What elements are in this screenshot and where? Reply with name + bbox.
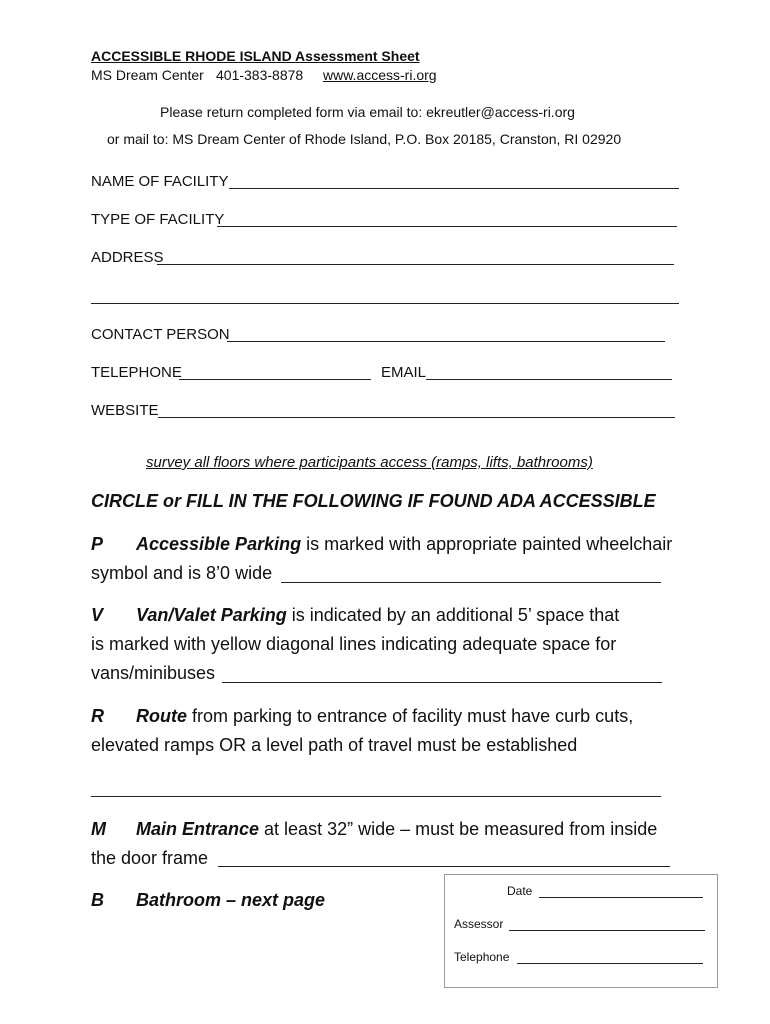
facility-name-label: NAME OF FACILITY: [91, 173, 229, 190]
date-label: Date: [507, 884, 533, 898]
address-field-line1[interactable]: [157, 264, 674, 265]
parking-width-field[interactable]: [281, 582, 661, 583]
website-label: WEBSITE: [91, 402, 159, 419]
item-p-line2: symbol and is 8’0 wide: [91, 563, 273, 583]
facility-type-label: TYPE OF FACILITY: [91, 211, 225, 228]
facility-name-field[interactable]: [229, 188, 679, 189]
item-p-line1: is marked with appropriate painted wheelchair: [301, 534, 673, 554]
item-letter-v: V: [91, 605, 104, 625]
route-field[interactable]: [91, 796, 661, 797]
item-v-line3: vans/minibuses: [91, 663, 216, 683]
item-v-title: Van/Valet Parking: [136, 605, 287, 625]
main-entrance-field[interactable]: [218, 866, 670, 867]
form-title: ACCESSIBLE RHODE ISLAND Assessment Sheet: [91, 48, 420, 64]
item-p-text: [136, 534, 672, 555]
item-r-line1: from parking to entrance of facility must have curb cuts,: [187, 706, 634, 726]
contact-person-field[interactable]: [227, 341, 665, 342]
survey-note: survey all floors where participants access (ramps, lifts, bathrooms): [146, 454, 593, 471]
item-r-line2: elevated ramps OR a level path of travel must be established: [91, 735, 578, 755]
org-website-link[interactable]: www.access-ri.org: [323, 67, 437, 83]
item-v-line2: is marked with yellow diagonal lines indicating adequate space for: [91, 634, 617, 654]
facility-type-field[interactable]: [217, 226, 677, 227]
telephone-field[interactable]: [179, 379, 371, 380]
item-letter-b: B: [91, 890, 104, 910]
signoff-telephone-field[interactable]: [517, 963, 703, 964]
item-v-text: [136, 605, 619, 626]
email-label: EMAIL: [381, 364, 427, 381]
item-v-line1: is indicated by an additional 5’ space that: [286, 605, 620, 625]
item-letter-p: P: [91, 534, 104, 554]
item-m-line1: at least 32” wide – must be measured from inside: [259, 819, 658, 839]
section-heading: CIRCLE or FILL IN THE FOLLOWING IF FOUND ADA ACCESSIBLE: [91, 491, 656, 511]
item-b-title: Bathroom – next page: [136, 890, 326, 910]
van-parking-field[interactable]: [222, 682, 662, 683]
address-field-line2[interactable]: [91, 303, 679, 304]
item-m-line2: the door frame: [91, 848, 209, 868]
signoff-telephone-label: Telephone: [454, 950, 510, 964]
assessor-field[interactable]: [509, 930, 705, 931]
return-email-instruction: Please return completed form via email to: ekreutler@access-ri.org: [160, 104, 575, 120]
item-r-title: Route: [136, 706, 187, 726]
item-p-title: Accessible Parking: [136, 534, 302, 554]
item-letter-r: R: [91, 706, 104, 726]
item-m-title: Main Entrance: [136, 819, 260, 839]
org-phone: 401-383-8878: [216, 67, 304, 83]
org-name: MS Dream Center: [91, 67, 204, 83]
item-r-text: [136, 706, 633, 727]
item-m-text: [136, 819, 657, 840]
telephone-label: TELEPHONE: [91, 364, 182, 381]
item-letter-m: M: [91, 819, 106, 839]
date-field[interactable]: [539, 897, 703, 898]
website-field[interactable]: [158, 417, 675, 418]
mail-instruction: or mail to: MS Dream Center of Rhode Island, P.O. Box 20185, Cranston, RI 02920: [107, 131, 622, 147]
address-label: ADDRESS: [91, 249, 164, 266]
email-field[interactable]: [426, 379, 672, 380]
contact-person-label: CONTACT PERSON: [91, 326, 230, 343]
assessor-label: Assessor: [454, 917, 504, 931]
signoff-box: [444, 874, 718, 988]
